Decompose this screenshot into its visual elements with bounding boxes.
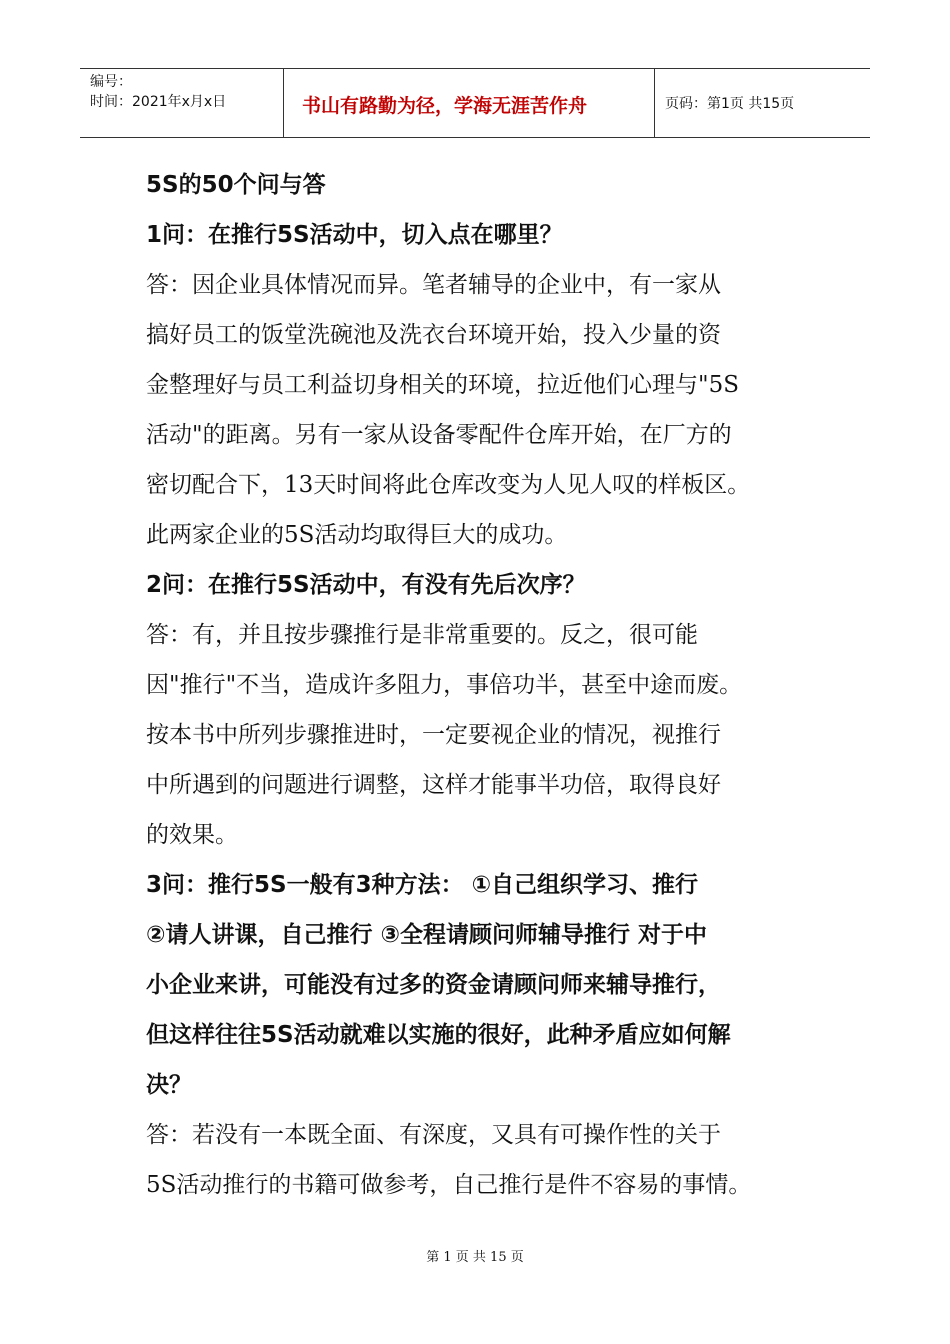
document-lines (146, 210, 826, 1210)
answer-line: 的效果。 (146, 822, 238, 848)
answer-line: 此两家企业的5S活动均取得巨大的成功。 (146, 522, 568, 548)
time-label: 时间：2021年x月x日 (90, 94, 227, 110)
answer-line: 5S活动推行的书籍可做参考，自己推行是件不容易的事情。 (146, 1172, 752, 1198)
answer-line: 密切配合下，13天时间将此仓库改变为人见人叹的样板区。 (146, 472, 751, 498)
document-title: 5S的50个问与答 (146, 172, 326, 198)
document-body (146, 160, 826, 1210)
question-line: 2问：在推行5S活动中，有没有先后次序？ (146, 572, 586, 598)
page-footer: 第 1 页 共 15 页 (426, 1250, 524, 1265)
answer-line: 金整理好与员工利益切身相关的环境，拉近他们心理与"5S (146, 372, 739, 398)
answer-line: 搞好员工的饭堂洗碗池及洗衣台环境开始，投入少量的资 (146, 322, 721, 348)
answer-line: 按本书中所列步骤推进时，一定要视企业的情况，视推行 (146, 722, 721, 748)
answer-line: 答：因企业具体情况而异。笔者辅导的企业中，有一家从 (146, 272, 721, 298)
header-page-info: 页码：第1页 共15页 (665, 96, 795, 112)
header-motto-cell (284, 69, 655, 137)
question-line: ②请人讲课，自己推行 ③全程请顾问师辅导推行 对于中 (146, 922, 707, 948)
number-label: 编号： (90, 74, 132, 90)
question-line: 决？ (146, 1072, 192, 1098)
header-page-cell (655, 69, 870, 137)
question-line: 小企业来讲，可能没有过多的资金请顾问师来辅导推行， (146, 972, 721, 998)
question-line: 1问：在推行5S活动中，切入点在哪里？ (146, 222, 563, 248)
answer-line: 因"推行"不当，造成许多阻力，事倍功半，甚至中途而废。 (146, 672, 743, 698)
answer-line: 答：若没有一本既全面、有深度，又具有可操作性的关于 (146, 1122, 721, 1148)
question-line: 3问：推行5S一般有3种方法： ①自己组织学习、推行 (146, 872, 699, 898)
question-line: 但这样往往5S活动就难以实施的很好，此种矛盾应如何解 (146, 1022, 731, 1048)
answer-line: 答：有，并且按步骤推行是非常重要的。反之，很可能 (146, 622, 698, 648)
answer-line: 活动"的距离。另有一家从设备零配件仓库开始，在厂方的 (146, 422, 732, 448)
header-meta (80, 69, 284, 137)
answer-line: 中所遇到的问题进行调整，这样才能事半功倍，取得良好 (146, 772, 721, 798)
page-header (80, 68, 870, 138)
motto: 书山有路勤为径，学海无涯苦作舟 (302, 95, 588, 117)
